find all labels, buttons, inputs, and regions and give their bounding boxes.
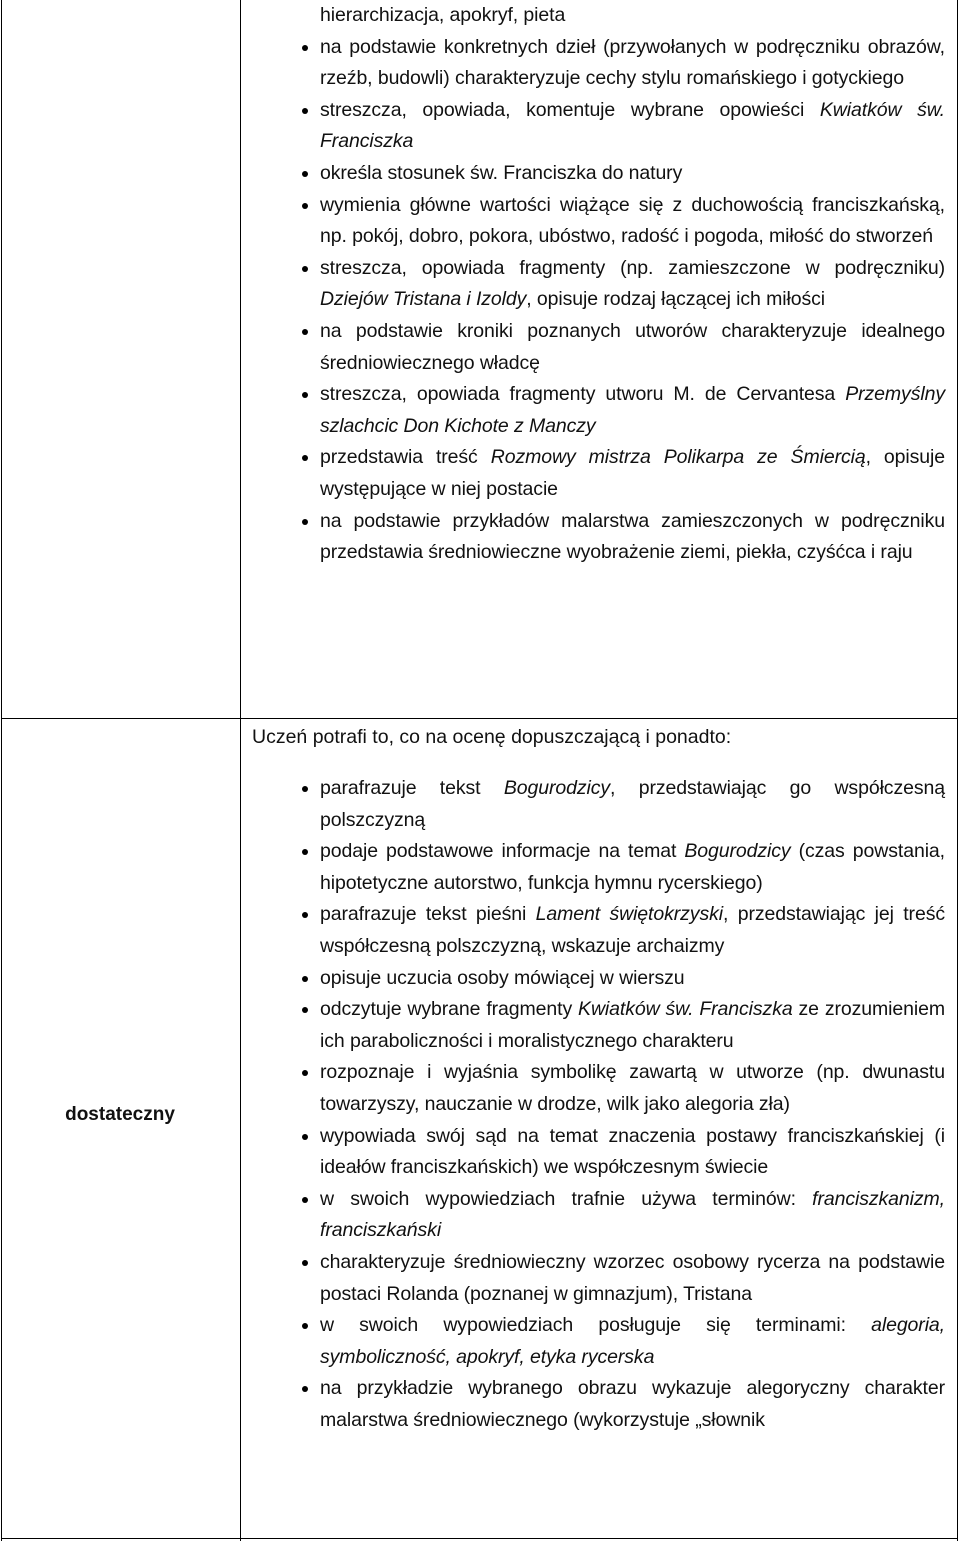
top-criteria-list <box>320 0 945 569</box>
bullet-icon <box>302 1386 308 1392</box>
list-item <box>320 253 945 316</box>
text-run: w swoich wypowiedziach posługuje się terminami: <box>320 1314 872 1337</box>
text-run: (czas powstania, hipotetyczne autorstwo, funkcja hymnu rycerskiego) <box>320 840 945 894</box>
text-run: wypowiada swój sąd na temat znaczenia postawy franciszkańskiej (i ideałów franciszkańskich) we współczesnym świecie <box>320 1124 945 1179</box>
text-run: , opisuje rodzaj łączącej ich miłości <box>526 288 825 311</box>
text-run: na podstawie przykładów malarstwa zamieszczonych w podręczniku przedstawia średniowieczne wyobrażenie ziemi, piekła, czyśćca i raju <box>320 509 945 564</box>
list-item-text <box>320 1251 945 1305</box>
bullet-icon <box>302 455 308 461</box>
text-run: , przedstawiając jej treść współczesną polszczyzną, wskazuje archaizmy <box>320 903 945 957</box>
list-item <box>320 95 945 158</box>
list-item <box>320 1247 945 1310</box>
grade-label: dostateczny <box>65 1104 175 1125</box>
table-row-divider <box>1 718 958 719</box>
italic-title: Bogurodzicy <box>503 777 611 799</box>
list-item <box>320 190 945 253</box>
table-border-left <box>1 0 2 1541</box>
list-item-text <box>320 998 945 1052</box>
bullet-icon <box>302 203 308 209</box>
bullet-icon <box>302 1197 308 1203</box>
text-run: na podstawie konkretnych dzieł (przywołanych w podręczniku obrazów, rzeźb, budowli) charakteryzuje cechy stylu romańskiego i gotyckiego <box>320 35 945 90</box>
table-border-right <box>957 0 958 1541</box>
text-run: , przedstawiając go współczesną polszczyzną <box>320 777 945 831</box>
bullet-icon <box>302 976 308 982</box>
list-item <box>320 158 945 190</box>
list-item <box>320 836 945 899</box>
list-item <box>320 899 945 962</box>
text-run: parafrazuje tekst <box>320 777 504 799</box>
text-run: ze zrozumieniem ich paraboliczności i moralistycznego charakteru <box>320 998 945 1052</box>
table-column-divider <box>240 0 241 1541</box>
list-item <box>320 963 945 995</box>
bottom-criteria-list <box>320 773 945 1436</box>
text-run: hierarchizacja, apokryf, pieta <box>320 4 566 26</box>
bullet-icon <box>302 519 308 525</box>
text-run: w swoich wypowiedziach trafnie używa terminów: <box>320 1187 813 1210</box>
list-item-text <box>320 99 945 153</box>
list-item-text <box>320 1314 945 1368</box>
bullet-icon <box>302 171 308 177</box>
list-item-text <box>320 383 945 437</box>
text-run: określa stosunek św. Franciszka do natury <box>320 161 683 184</box>
text-run: streszcza, opowiada fragmenty (np. zamieszczone w podręczniku) <box>320 256 945 279</box>
text-run: parafrazuje tekst pieśni <box>320 903 536 926</box>
bullet-icon <box>302 1134 308 1140</box>
italic-title: Bogurodzicy <box>684 840 791 863</box>
list-item <box>320 32 945 95</box>
list-item-text <box>320 967 685 989</box>
list-item-text <box>320 1188 945 1242</box>
list-item <box>320 316 945 379</box>
list-item <box>320 1310 945 1373</box>
italic-title: franciszkanizm, franciszkański <box>320 1187 945 1242</box>
section-intro: Uczeń potrafi to, co na ocenę dopuszczającą i ponadto: <box>252 726 732 748</box>
list-item-text <box>320 1125 945 1179</box>
bullet-icon <box>302 108 308 114</box>
italic-title: Rozmowy mistrza Polikarpa ze Śmiercią <box>490 446 866 469</box>
list-item <box>320 442 945 505</box>
italic-title: Kwiatków św. Franciszka <box>578 998 793 1021</box>
list-item-text <box>320 777 945 831</box>
text-run: odczytuje wybrane fragmenty <box>320 998 579 1021</box>
bullet-icon <box>302 912 308 918</box>
italic-title: Przemyślny szlachcic Don Kichote z Manczy <box>320 383 945 437</box>
italic-title: Lament świętokrzyski <box>535 903 723 926</box>
bullet-icon <box>302 45 308 51</box>
italic-title: Dziejów Tristana i Izoldy <box>320 288 527 311</box>
list-item-text <box>320 257 945 311</box>
text-run: streszcza, opowiada fragmenty utworu M. de Cervantesa <box>320 383 846 406</box>
text-run: na podstawie kroniki poznanych utworów charakteryzuje idealnego średniowiecznego władcę <box>320 319 945 374</box>
list-item-text <box>320 162 682 184</box>
list-item <box>320 379 945 442</box>
list-item <box>320 1057 945 1120</box>
list-item <box>320 0 945 32</box>
list-item-text <box>320 903 945 957</box>
list-item-text <box>320 36 945 90</box>
text-run: przedstawia treść <box>320 446 491 469</box>
list-item-text <box>320 840 945 894</box>
list-item-text <box>320 194 945 248</box>
bullet-icon <box>302 1070 308 1076</box>
list-item <box>320 1373 945 1436</box>
bullet-icon <box>302 1323 308 1329</box>
list-item <box>320 1121 945 1184</box>
bullet-icon <box>302 266 308 272</box>
table-border-bottom <box>1 1538 958 1539</box>
bullet-icon <box>302 849 308 855</box>
bullet-icon <box>302 392 308 398</box>
text-run: charakteryzuje średniowieczny wzorzec osobowy rycerza na podstawie postaci Rolanda (poznanej w gimnazjum), Tristana <box>320 1250 945 1305</box>
text-run: streszcza, opowiada, komentuje wybrane opowieści <box>320 98 820 121</box>
list-item <box>320 773 945 836</box>
bullet-icon <box>302 1007 308 1013</box>
list-item <box>320 506 945 569</box>
list-item-text <box>320 446 945 500</box>
text-run: wymienia główne wartości wiążące się z duchowością franciszkańską, np. pokój, dobro, pokora, ubóstwo, radość i pogoda, miłość do stworzeń <box>320 193 945 248</box>
list-item-text <box>320 1061 945 1115</box>
italic-title: Kwiatków św. Franciszka <box>320 98 945 153</box>
list-item-text <box>320 1377 945 1431</box>
text-run: opisuje uczucia osoby mówiącej w wierszu <box>320 966 685 989</box>
text-run: podaje podstawowe informacje na temat <box>320 840 685 863</box>
list-item-text <box>320 320 945 374</box>
list-item-text <box>320 4 565 26</box>
list-item <box>320 1184 945 1247</box>
bullet-icon <box>302 1260 308 1266</box>
list-item-text <box>320 510 945 564</box>
bullet-icon <box>302 329 308 335</box>
list-item <box>320 994 945 1057</box>
italic-title: alegoria, symboliczność, apokryf, etyka rycerska <box>320 1314 945 1368</box>
text-run: na przykładzie wybranego obrazu wykazuje alegoryczny charakter malarstwa średniowiecznego (wykorzystuje „słownik <box>320 1377 945 1431</box>
text-run: rozpoznaje i wyjaśnia symbolikę zawartą w utworze (np. dwunastu towarzyszy, nauczanie w drodze, wilk jako alegoria zła) <box>320 1061 945 1115</box>
text-run: , opisuje występujące w niej postacie <box>320 446 946 500</box>
bullet-icon <box>302 786 308 792</box>
